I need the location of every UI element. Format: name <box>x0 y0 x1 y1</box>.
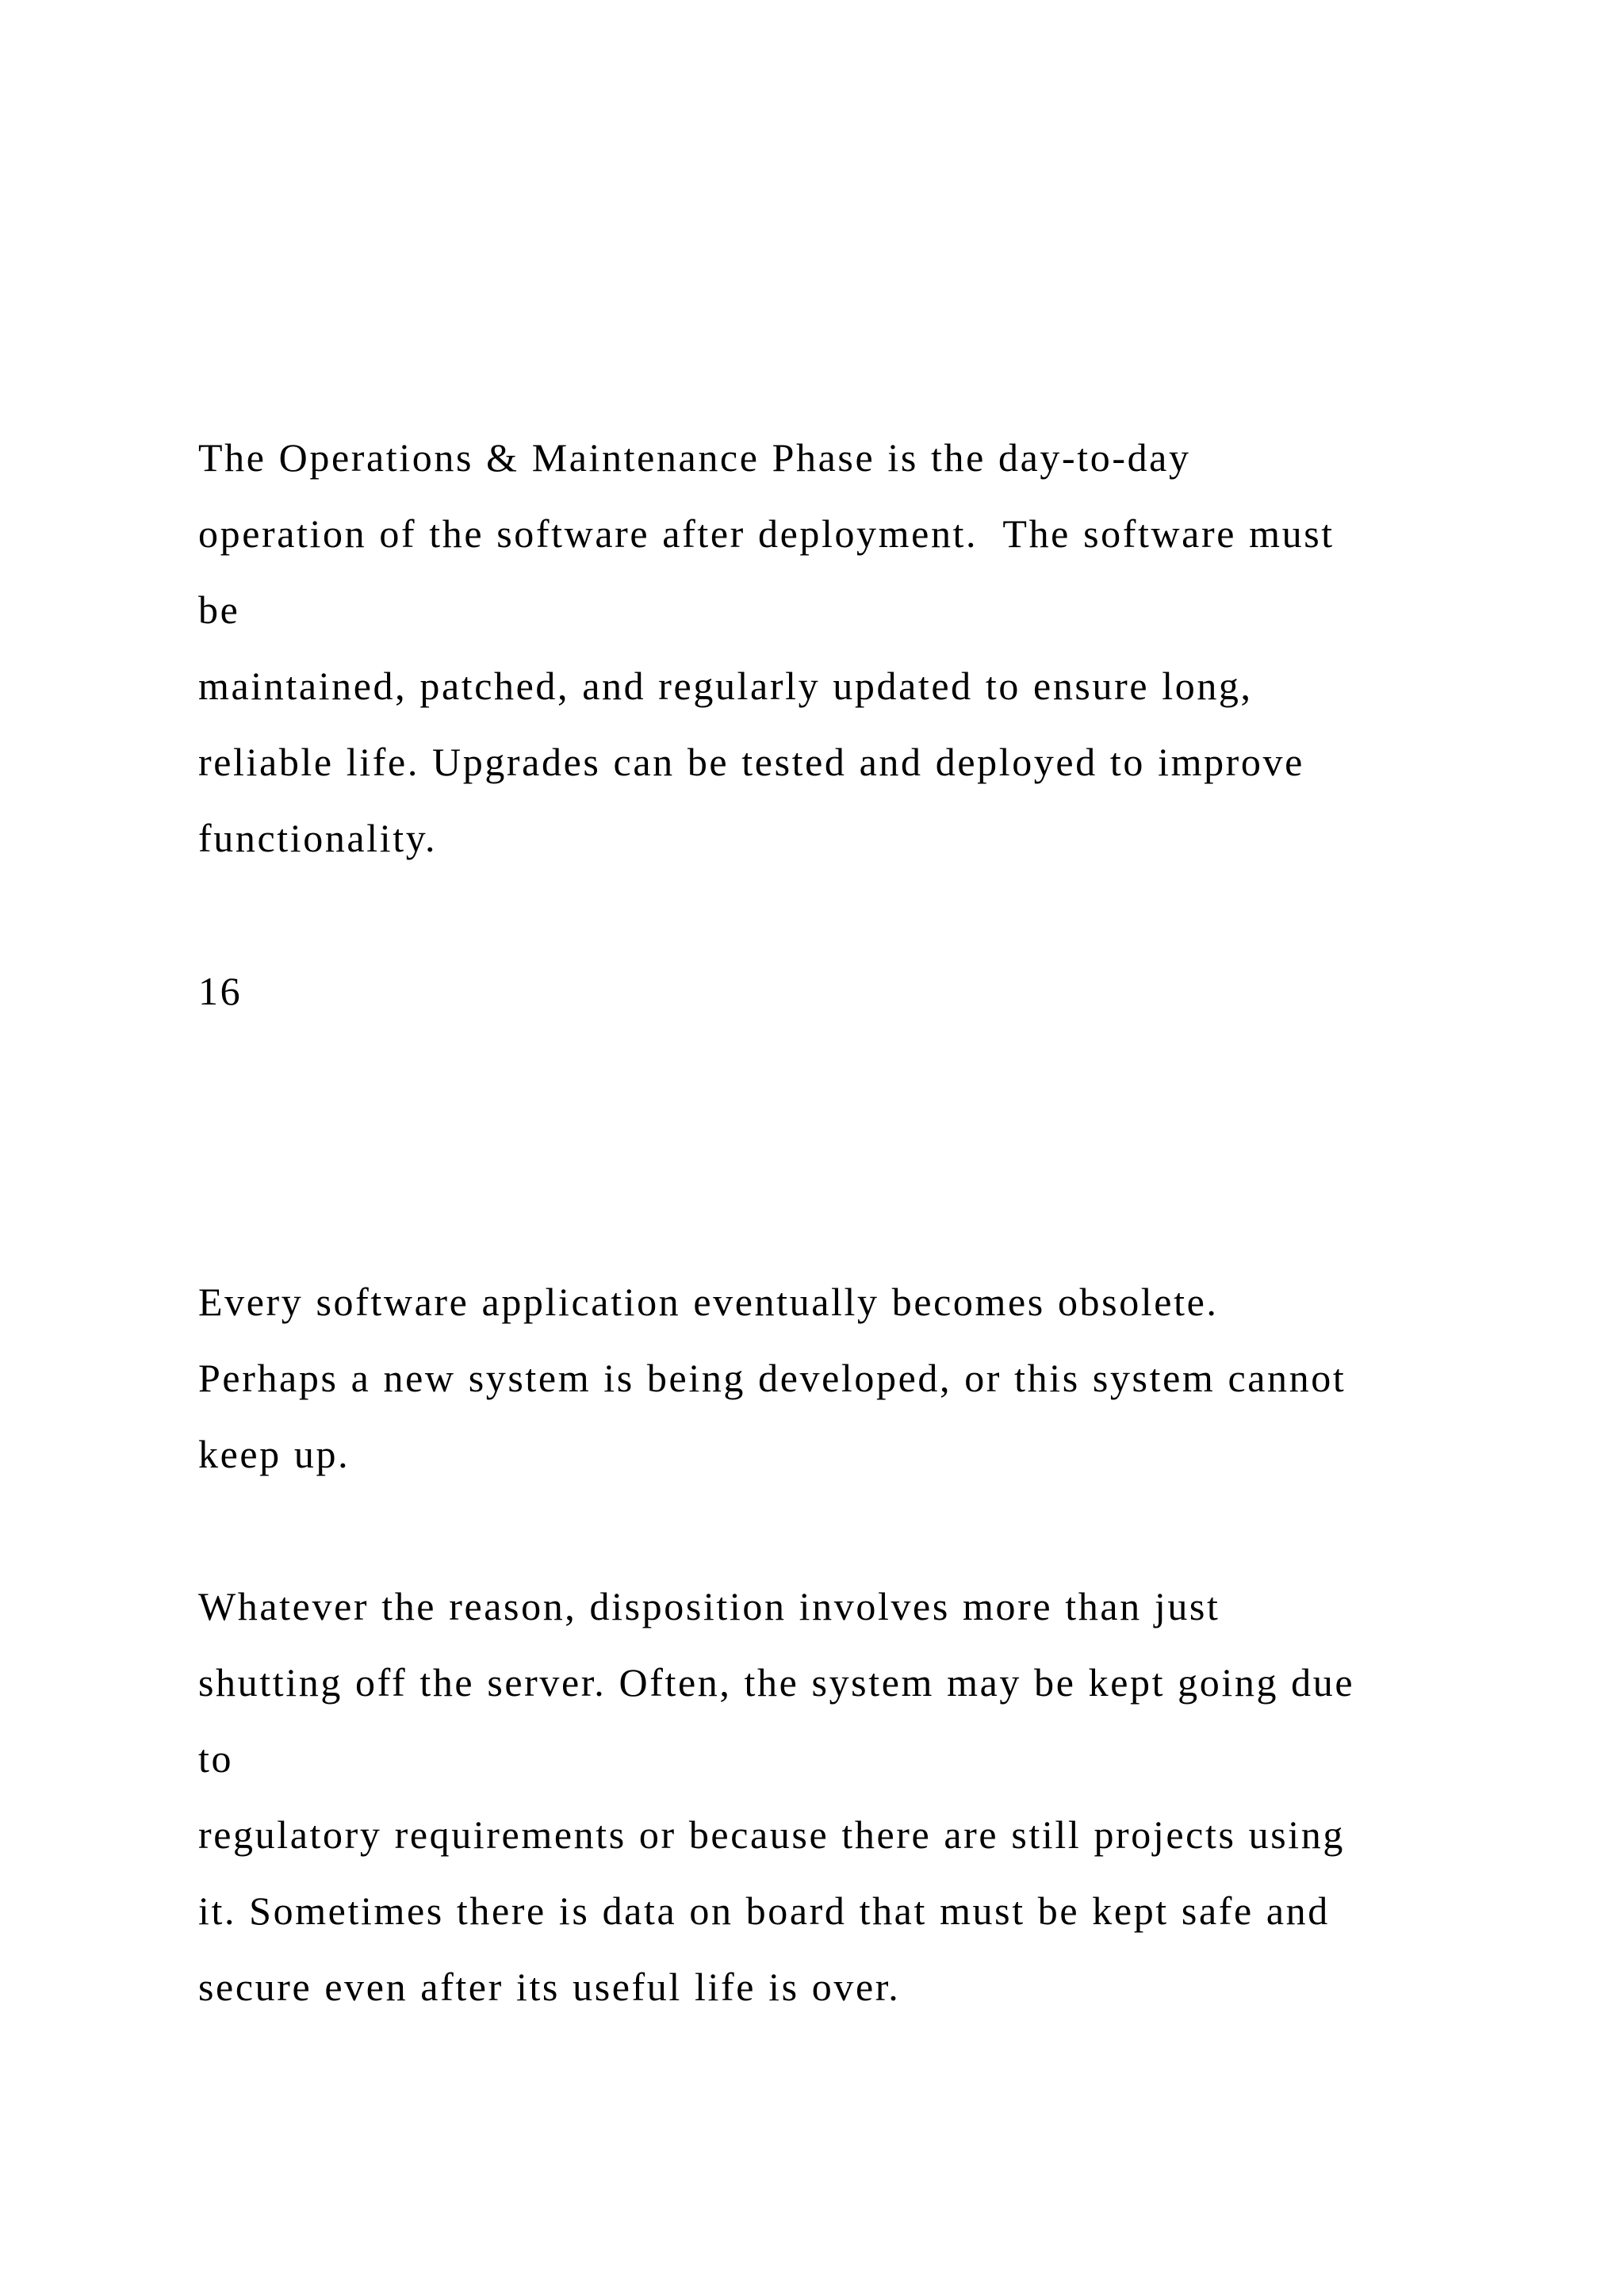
text-line: it. Sometimes there is data on board that must be kept safe and <box>198 1888 1330 1933</box>
text-line: maintained, patched, and regularly updated to ensure long, <box>198 664 1253 708</box>
text-line: operation of the software after deployment. The software must <box>198 511 1335 556</box>
text-line: to <box>198 1736 234 1781</box>
text-line: Whatever the reason, disposition involves more than just <box>198 1584 1220 1628</box>
text-line: shutting off the server. Often, the system may be kept going due <box>198 1660 1355 1705</box>
text-line: functionality. <box>198 816 438 860</box>
text-line: keep up. <box>198 1432 350 1476</box>
text-line: The Operations & Maintenance Phase is the day-to-day <box>198 435 1191 480</box>
text-line: regulatory requirements or because there are still projects using <box>198 1812 1345 1857</box>
text-line: reliable life. Upgrades can be tested and deployed to improve <box>198 740 1304 784</box>
page-number: 16 <box>198 969 243 1013</box>
text-line: Perhaps a new system is being developed, or this system cannot <box>198 1356 1346 1400</box>
text-line: secure even after its useful life is over. <box>198 1965 901 2009</box>
text-line: be <box>198 587 240 632</box>
text-line: Every software application eventually becomes obsolete. <box>198 1280 1219 1324</box>
